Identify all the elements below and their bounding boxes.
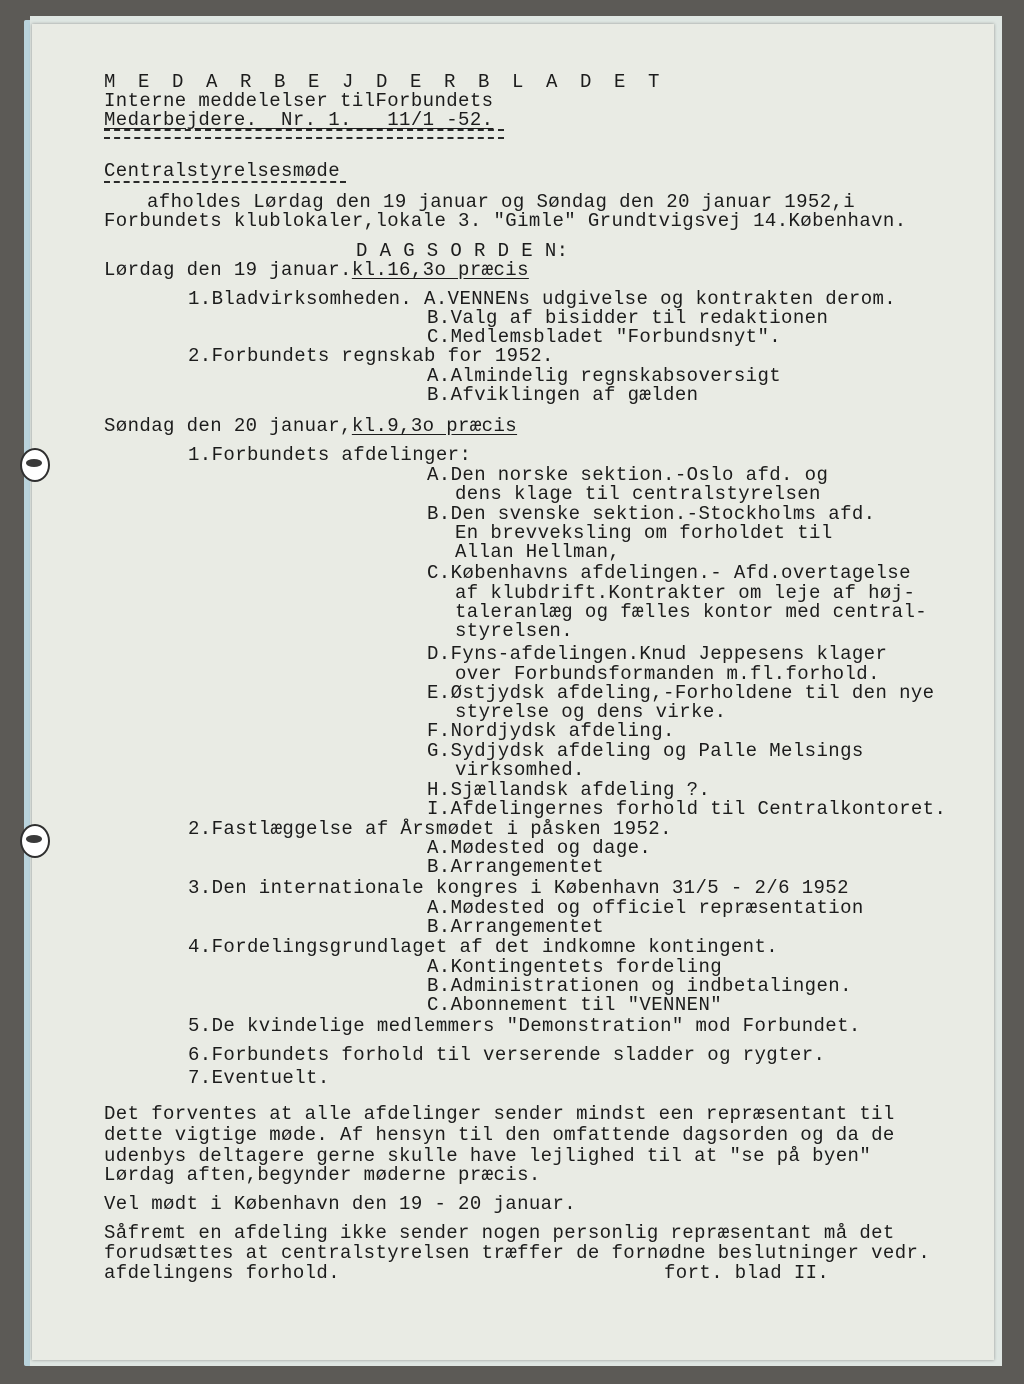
meeting-line-2: Forbundets klublokaler,lokale 3. "Gimle" Grundtvigsvej 14.København. (104, 210, 907, 232)
agenda-item: A.Den norske sektion.-Oslo afd. og (427, 464, 829, 486)
agenda-item: A.Almindelig regnskabsoversigt (427, 365, 782, 387)
agenda-item: styrelse og dens virke. (455, 701, 727, 723)
closing-para-1-line: Lørdag aften,begynder møderne præcis. (104, 1164, 541, 1186)
agenda-item: C.Københavns afdelingen.- Afd.overtagelse (427, 562, 911, 584)
masthead: M E D A R B E J D E R B L A D E T (104, 71, 666, 93)
agenda-item: taleranlæg og fælles kontor med central- (455, 601, 928, 623)
agenda-item: af klubdrift.Kontrakter om leje af høj- (455, 582, 916, 604)
agenda-item: B.Administrationen og indbetalingen. (427, 975, 852, 997)
sunday-heading-time: kl.9,3o præcis (351, 415, 518, 437)
agenda-item: A.Mødested og dage. (427, 837, 652, 859)
sunday-heading-prefix: Søndag den 20 januar, (104, 415, 352, 437)
agenda-item: 3.Den internationale kongres i København 31/5 - 2/6 1952 (188, 877, 849, 899)
punch-hole-icon (20, 824, 50, 858)
saturday-heading-prefix: Lørdag den 19 januar. (104, 259, 352, 281)
header-rule (104, 129, 504, 139)
meeting-title: Centralstyrelsesmøde (104, 160, 341, 182)
agenda-item: C.Medlemsbladet "Forbundsnyt". (427, 326, 782, 348)
closing-para-2-line: Såfremt en afdeling ikke sender nogen personlig repræsentant må det (104, 1222, 895, 1244)
agenda-item: over Forbundsformanden m.fl.forhold. (455, 663, 880, 685)
agenda-item: B.Arrangementet (427, 856, 605, 878)
agenda-title: D A G S O R D E N: (356, 240, 569, 262)
agenda-item: B.Valg af bisidder til redaktionen (427, 307, 829, 329)
closing-para-1-line: dette vigtige møde. Af hensyn til den omfattende dagsorden og da de (104, 1124, 895, 1146)
agenda-item: 6.Forbundets forhold til verserende sladder og rygter. (188, 1044, 826, 1066)
agenda-item: A.Kontingentets fordeling (427, 956, 723, 978)
header-line-3: Medarbejdere. Nr. 1. 11/1 -52. (104, 109, 494, 131)
agenda-item: virksomhed. (455, 759, 585, 781)
agenda-item: B.Afviklingen af gælden (427, 384, 699, 406)
agenda-item: H.Sjællandsk afdeling ?. (427, 779, 711, 801)
agenda-item: 2.Fastlæggelse af Årsmødet i påsken 1952. (188, 818, 672, 840)
closing-para-1-line: Det forventes at alle afdelinger sender mindst een repræsentant til (104, 1103, 895, 1125)
closing-para-1-line: udenbys deltagere gerne skulle have lejlighed til at "se på byen" (104, 1145, 872, 1167)
agenda-item: 1.Bladvirksomheden. A.VENNENs udgivelse og kontrakten derom. (188, 288, 897, 310)
meeting-title-underline (104, 181, 346, 183)
agenda-item: E.Østjydsk afdeling,-Forholdene til den nye (427, 682, 935, 704)
saturday-heading (104, 260, 529, 280)
agenda-item: 1.Forbundets afdelinger: (188, 444, 472, 466)
sunday-heading (104, 416, 517, 436)
agenda-item: 5.De kvindelige medlemmers "Demonstration" mod Forbundet. (188, 1015, 861, 1037)
agenda-item: En brevveksling om forholdet til (455, 522, 833, 544)
agenda-item: D.Fyns-afdelingen.Knud Jeppesens klager (427, 643, 888, 665)
header-line-2: Interne meddelelser tilForbundets (104, 90, 494, 112)
punch-hole-icon (20, 448, 50, 482)
agenda-item: dens klage til centralstyrelsen (455, 483, 821, 505)
agenda-item: A.Mødested og officiel repræsentation (427, 897, 864, 919)
welcome-line: Vel mødt i København den 19 - 20 januar. (104, 1193, 577, 1215)
closing-para-2-line: afdelingens forhold. (104, 1262, 341, 1284)
agenda-item: 4.Fordelingsgrundlaget af det indkomne kontingent. (188, 936, 779, 958)
closing-para-2-line: forudsættes at centralstyrelsen træffer de fornødne beslutninger vedr. (104, 1242, 931, 1264)
agenda-item: C.Abonnement til "VENNEN" (427, 994, 723, 1016)
agenda-item: B.Arrangementet (427, 916, 605, 938)
agenda-item: styrelsen. (455, 620, 574, 642)
meeting-line-1: afholdes Lørdag den 19 januar og Søndag den 20 januar 1952,i (147, 191, 856, 213)
agenda-item: B.Den svenske sektion.-Stockholms afd. (427, 503, 876, 525)
agenda-item: F.Nordjydsk afdeling. (427, 720, 675, 742)
continued-note: fort. blad II. (664, 1262, 830, 1284)
agenda-item: 2.Forbundets regnskab for 1952. (188, 345, 554, 367)
agenda-item: 7.Eventuelt. (188, 1067, 330, 1089)
agenda-item: G.Sydjydsk afdeling og Palle Melsings (427, 740, 864, 762)
agenda-item: I.Afdelingernes forhold til Centralkontoret. (427, 798, 947, 820)
agenda-item: Allan Hellman, (455, 541, 621, 563)
saturday-heading-time: kl.16,3o præcis (351, 259, 529, 281)
